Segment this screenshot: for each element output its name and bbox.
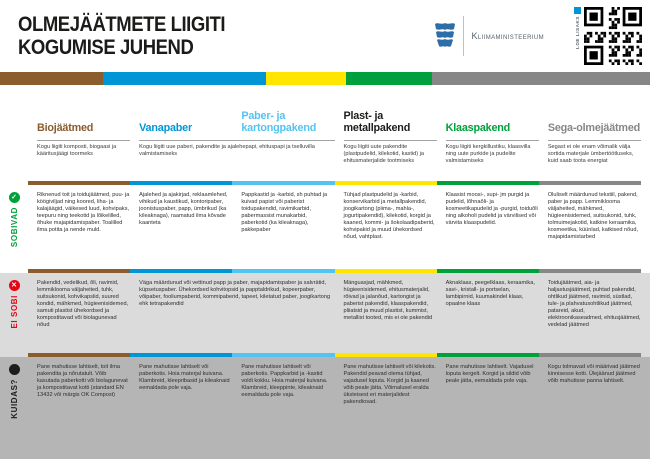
page-title-line1: OLMEJÄÄTMETE LIIGITI xyxy=(18,12,226,36)
description-biojaatmed: Kogu liigiti komposti, biogaasi ja kääritusjäägi toormeks xyxy=(37,140,130,181)
how-plast-metallpakend: Pane mahutisse lahtiselt või kilekotis. Pakendid peavad olema tühjad, vajadusel loputa. Korgid ja kaaned võib peale jätta. Võimalusel eralda üksteisest eri materjalidest pakendiosad. xyxy=(343,364,436,405)
qr-accent-square xyxy=(574,7,581,14)
column-title-vanapaber: Vanapaber xyxy=(139,121,192,134)
suitable-klaaspakend: Klaasist moosi-, supi- jm purgid ja pudelid, lõhnaõli- ja kosmeetikapudelid ja -purgid, toiduõli ning alkoholi pudelid ja värvilised või värvita klaaspudelid. xyxy=(445,192,538,226)
how-vanapaber: Pane mahutisse lahtiselt või paberkotis. Hoia materjal kuivana. Klambreid, kleepribasid ja kileaknaid eemaldada pole vaja. xyxy=(139,364,230,391)
description-plast-metallpakend: Kogu liigiti uute pakendite (plastpudelid, kilekotid, kastid) ja ehitusmaterjalide tootmiseks xyxy=(344,140,437,181)
not-suitable-klaaspakend: Aknaklaas, peegelklaas, keraamika, savi-, kristall- ja portselan, lambipirnid, kuumakindel klaas, opaalne klaas xyxy=(445,280,535,307)
qr-code-icon xyxy=(584,7,642,65)
column-title-klaaspakend: Klaaspakend xyxy=(445,121,511,134)
not-suitable-plast-metallpakend: Mänguasjad, mähkmed, hügieenisidemed, ehitusmaterjalid, rõivad ja jalanõud, kartongist ja paberist pakendid, klaaspakendid, pliiatsid ja muud plastist, kummist, metallist tooted, mis ei ole pakendid xyxy=(343,280,433,321)
logo-divider xyxy=(463,16,464,56)
check-icon: ✓ xyxy=(9,192,20,203)
suitable-row xyxy=(0,185,650,269)
gutter xyxy=(0,140,28,181)
how-klaaspakend: Pane mahutisse lahtiselt. Vajadusel loputa kergelt. Korgid ja sildid võib peale jätta, eemaldada pole vaja. xyxy=(445,364,534,384)
how-sega-olmejaatmed: Kogu tolmavad või määrivad jäätmed kinnisesse kotti. Ülejäänud jäätmed võib mahutisse panna lahtiselt. xyxy=(547,364,640,384)
page-title xyxy=(18,13,376,59)
suitable-label-text: SOBIVAD xyxy=(9,207,19,248)
description-klaaspakend: Kogu liigiti kergkillustiku, klaasvilla ning uute purkide ja pudelite valmistamiseks xyxy=(446,140,539,181)
coat-of-arms-icon xyxy=(434,22,456,50)
column-descriptions-row xyxy=(0,140,650,181)
qr-label: LOE LISAKS xyxy=(575,16,580,50)
suitable-row-label xyxy=(0,185,28,269)
how-biojaatmed: Pane mahutisse lahtiselt, toit ilma pakendita ja nõrutatult. Võib kasutada paberkotti või biolagunevat ja kompostitavat kotti (standard EN 13432 või märgis OK Compost) xyxy=(37,364,128,398)
how-label-text: KUIDAS? xyxy=(9,379,19,419)
column-title-biojaatmed: Biojäätmed xyxy=(37,121,94,134)
question-dot-icon xyxy=(9,364,20,375)
description-paper-shared: Kogu liigiti uue paberi, pakendite ja ajalehepapi, ehituspapi ja tselluvilla valmistamiseks xyxy=(139,140,334,181)
suitable-biojaatmed: Riknenud toit ja toidujäätmed, puu- ja köögiviljad ning koored, liha- ja kalajäägid, väikesed luud, kohvipaks, teepuru ning teekotid ja lõikelilled, õhuke majapidamispaber. Toalilled ilma potita ja nende muld. xyxy=(37,192,130,233)
column-title-sega-olmejaatmed: Sega-olmejäätmed xyxy=(547,121,641,134)
suitable-sega-olmejaatmed: Oluliselt määrdunud tekstiil, pakend, paber ja papp. Lemmiklooma väljaheited, mähkmed, hügieenisidemed, suitsukonid, tuhk, tolmuimejakotid, katkine keraamika, kosmeetika, küünlad, katkised nõud, majapidamistarbed xyxy=(547,192,639,240)
not-suitable-sega-olmejaatmed: Toidujäätmed, aia- ja haljastusjäätmed, puhtad pakendid, ohtlikud jäätmed, ravimid, süstlad, tule- ja plahvatusohtlikud jäätmed, patareid, akud, elektroonikaseadmed, ehitusjäätmed, vedelad jäätmed xyxy=(547,280,641,328)
description-sega-olmejaatmed: Segast ei ole enam võimalik välja sortida materjale ümbertöötluseks, kuid saab toota energiat xyxy=(548,140,641,181)
qr-group xyxy=(574,7,642,65)
not-suitable-row-label xyxy=(0,273,28,353)
column-title-paber-kartongpakend: Paber- ja kartongpakend xyxy=(241,110,317,134)
header xyxy=(0,0,650,72)
not-suitable-row xyxy=(0,273,650,353)
ministry-name: Kliimaministeerium xyxy=(471,31,544,41)
x-icon: ✕ xyxy=(9,280,20,291)
qr-side xyxy=(574,7,581,65)
suitable-plast-metallpakend: Tühjad plastpudelid ja -karbid, konservikarbid ja metallpakendid, joogikartong (piima-, mahla-, jogurtipakendid), kilekotid, korgid ja kaaned, kommi- ja šokolaadipaberid, kohvipakid ja muud ühekordsed nõud, vahtplast. xyxy=(343,192,435,240)
column-title-plast-metallpakend: Plast- ja metallpakend xyxy=(343,110,411,134)
ministry-logo xyxy=(434,16,544,56)
page-title-line2: KOGUMISE JUHEND xyxy=(18,35,194,59)
not-suitable-biojaatmed: Pakendid, vedelikud, õli, ravimid, lemmiklooma väljaheited, tuhk, suitsukonid, kohvikapslid, suured kondid, mähkmed, hügieenisidemed, samuti plastist ühekordsed ja kompostitavad või biolagunevad nõud xyxy=(37,280,129,328)
suitable-paber-kartongpakend: Pappkastid ja -karbid, sh puhtad ja kuivad papist või paberist toidupakendid, ravimikarbid, pabermassist munakarbid, paberkotid (ka kileaknaga), pakkepaber xyxy=(241,192,328,233)
how-paber-kartongpakend: Pane mahutisse lahtiselt või paberkotis. Pappkarbid ja -kastid voldi kokku. Hoia materjal kuivana. Klambreid, kleeppinte, kileaknaid eemaldada pole vaja. xyxy=(241,364,328,398)
how-row xyxy=(0,357,650,459)
column-headers-row xyxy=(0,85,650,140)
how-row-label xyxy=(0,357,28,459)
top-color-bar xyxy=(0,72,650,85)
suitable-vanapaber: Ajalehed ja ajakirjad, reklaamlehed, vihikud ja kaustikud, kontoripaber, joonistuspaber, papp, ümbrikud (ka kileaknaga), raamatud ilma kõvade kaanteta xyxy=(139,192,228,226)
not-suitable-label-text: EI SOBI xyxy=(9,295,19,329)
not-suitable-paper-shared: Väga määrdunud või vettinud papp ja paber, majapidamispaber ja salvrätid, küpsetuspaber. Ühekordsed kohvitopsid ja papptaldrikud, kopeerpaber, võipaber, fooliumpaberid, kommipaberid, tapeet, kiletatud paber, joogikartong ehk tetrapakendid xyxy=(139,280,331,307)
